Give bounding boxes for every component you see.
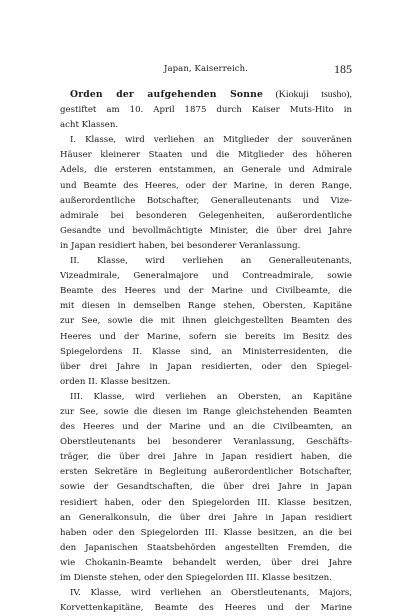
class-1-paragraph xyxy=(60,133,352,254)
text-line: Beamte des Heeres und der Marine und Civilbeamte, die xyxy=(60,286,352,297)
text-line: residiert haben, oder den Spiegelorden III. Klasse besitzen, xyxy=(60,497,352,508)
text-line: Spiegelordens II. Klasse sind, an Ministerresidenten, die xyxy=(60,346,352,357)
intro-title-line xyxy=(60,87,352,103)
page-number: 185 xyxy=(334,62,352,76)
class-3-paragraph xyxy=(60,390,352,586)
text-line: Häuser kleinerer Staaten und die Mitglieder des höheren xyxy=(60,150,352,161)
text-line: mit diesen in demselben Range stehen, Obersten, Kapitäne xyxy=(60,301,352,312)
intro-paragraph xyxy=(60,87,352,133)
text-line: den Japanischen Staatsbehörden angestellten Fremden, die xyxy=(60,542,352,553)
class-2-paragraph xyxy=(60,254,352,390)
text-line: wie Chokanin-Beamte behandelt werden, über drei Jahre xyxy=(60,557,352,568)
text-line: zur See, sowie die diesen im Range gleichstehenden Beamten xyxy=(60,406,352,417)
order-title: Orden der aufgehenden Sonne xyxy=(70,89,264,100)
text-line: träger, die über drei Jahre in Japan residiert haben, die xyxy=(60,452,352,463)
text-line: Heeres und der Marine, sofern sie bereits im Besitz des xyxy=(60,331,352,342)
text-line: über drei Jahre in Japan residierten, oder den Spiegel- xyxy=(60,361,352,372)
text-line: orden II. Klasse besitzen. xyxy=(60,376,171,387)
text-line: III. Klasse, wird verliehen an Obersten, an Kapitäne xyxy=(70,391,352,402)
text-line: I. Klasse, wird verliehen an Mitglieder der souveränen xyxy=(70,135,352,146)
class-4-paragraph xyxy=(60,586,352,616)
running-title: Japan, Kaiserreich. xyxy=(163,64,249,74)
text-line: acht Klassen. xyxy=(60,120,119,131)
text-line: und Beamte des Heeres, oder der Marine, in deren Range, xyxy=(60,180,352,191)
text-line: zur See, sowie die mit ihnen gleichgestellten Beamten des xyxy=(60,316,352,327)
text-line: II. Klasse, wird verliehen an Generalleutenants, xyxy=(70,256,352,267)
text-line: ersten Sekretäre in Begleitung außerordentlicher Botschafter, xyxy=(60,467,352,478)
text-line: im Dienste stehen, oder den Spiegelorden III. Klasse besitzen. xyxy=(60,573,332,583)
text-line: Oberstleutenants bei besonderer Veranlassung, Geschäfts- xyxy=(60,437,352,448)
page-header xyxy=(60,62,352,78)
text-line: admirale bei besonderen Gelegenheiten, außerordentliche xyxy=(60,210,352,221)
text-line: Korvettenkapitäne, Beamte des Heeres und der Marine xyxy=(60,603,352,614)
text-line: des Heeres und der Marine und an die Civilbeamten, an xyxy=(60,422,352,433)
text-line: außerordentliche Botschafter, Generalleutenants und Vize- xyxy=(60,195,352,206)
text-line: Gesandte und bevollmächtigte Minister, die über drei Jahre xyxy=(60,225,352,236)
text-line: an Generalkonsuln, die über drei Jahre in Japan residiert xyxy=(60,512,352,523)
text-line: IV. Klasse, wird verliehen an Oberstleutenants, Majors, xyxy=(70,588,352,599)
page-body xyxy=(60,87,352,616)
order-title-note: (Kiokuji tsusho), xyxy=(263,89,352,100)
text-line: Adels, die ersteren entstammen, an Generale und Admirale xyxy=(60,165,352,176)
text-line: Vizeadmirale, Generalmajore und Contreadmirale, sowie xyxy=(60,271,352,282)
text-line: in Japan residiert haben, bei besonderer Veranlassung. xyxy=(60,240,301,251)
text-line: sowie der Gesandtschaften, die über drei Jahre in Japan xyxy=(60,482,352,493)
text-line: gestiftet am 10. April 1875 durch Kaiser Muts-Hito in xyxy=(60,105,352,116)
text-line: haben oder den Spiegelorden III. Klasse besitzen, an die bei xyxy=(60,527,352,538)
